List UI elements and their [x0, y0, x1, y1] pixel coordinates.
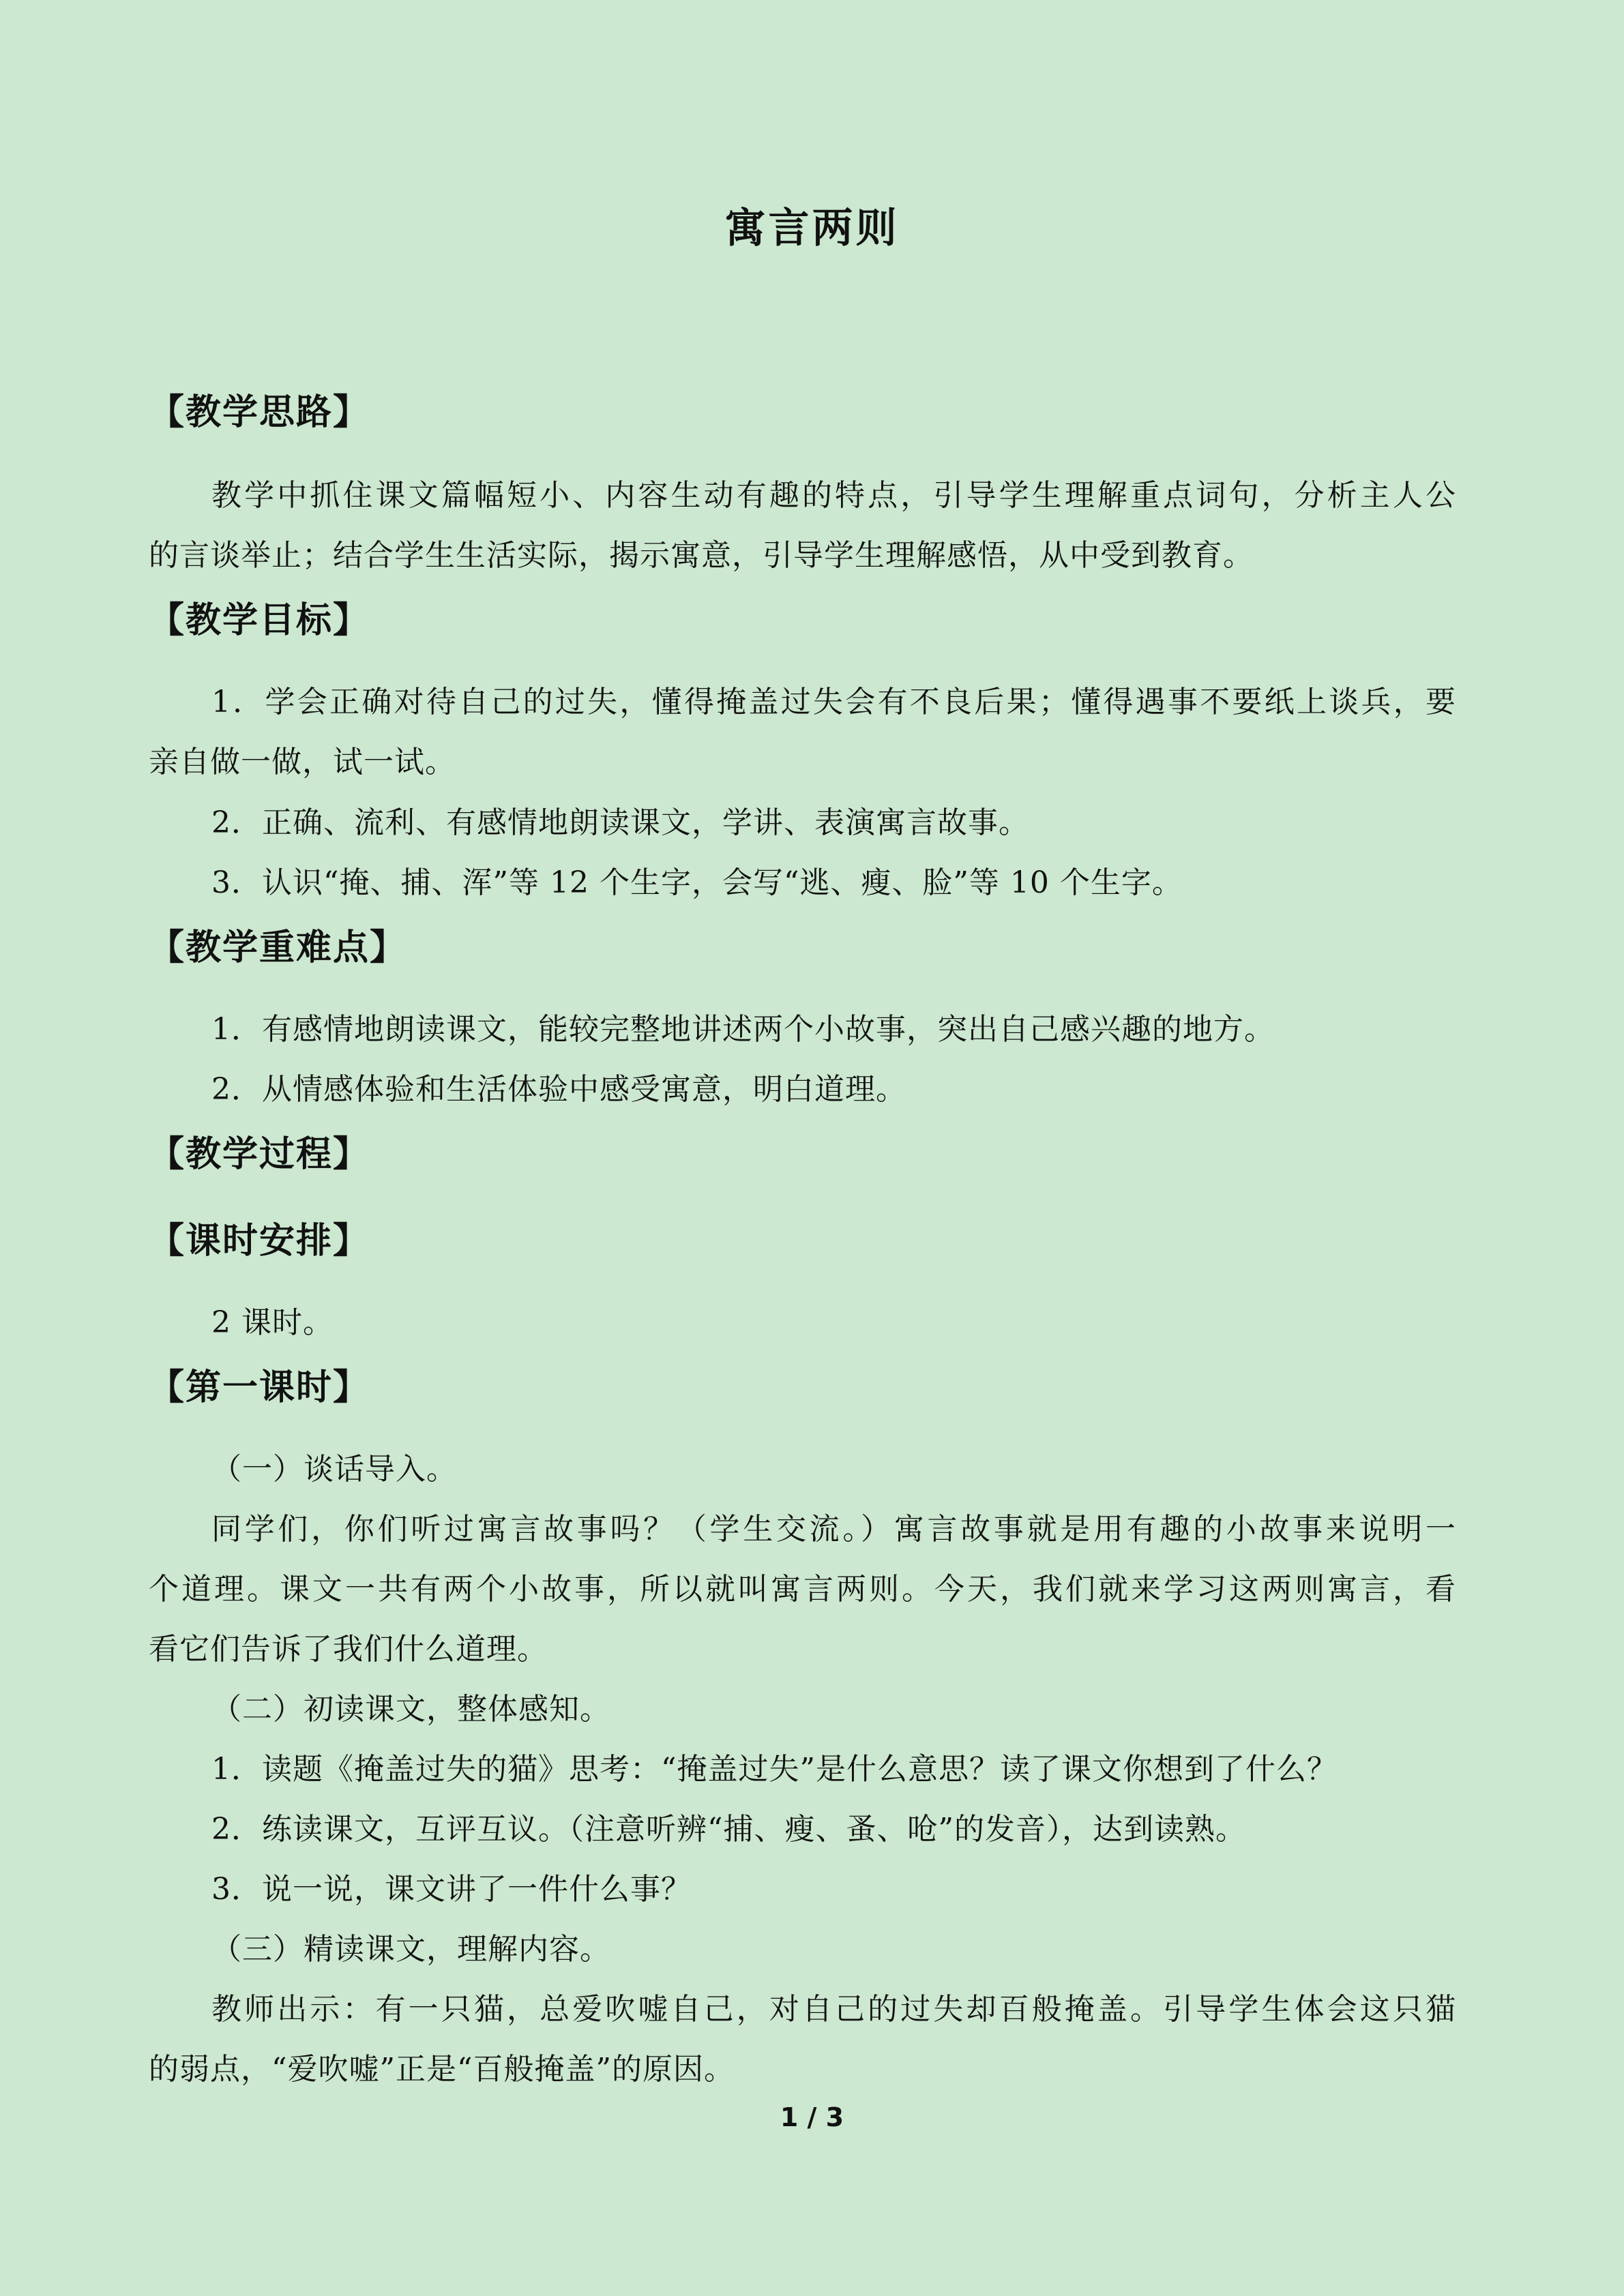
paragraph-line: 教师出示：有一只猫，总爱吹嘘自己，对自己的过失却百般掩盖。引导学生体会这只猫	[211, 1992, 1456, 2027]
paragraph-line: 看它们告诉了我们什么道理。	[149, 1632, 548, 1667]
document-title: 寓言两则	[724, 205, 900, 252]
paragraph-line: 个道理。课文一共有两个小故事，所以就叫寓言两则。今天，我们就来学习这两则寓言，看	[149, 1572, 1456, 1607]
key-point-2: 2．从情感体验和生活体验中感受寓意，明白道理。	[211, 1072, 906, 1107]
paragraph-line: 同学们，你们听过寓言故事吗？（学生交流。）寓言故事就是用有趣的小故事来说明一	[211, 1512, 1456, 1547]
heading-key-points: 【教学重难点】	[149, 927, 407, 968]
heading-first-lesson: 【第一课时】	[149, 1367, 370, 1408]
heading-teaching-process: 【教学过程】	[149, 1133, 370, 1175]
goal-item-2: 2．正确、流利、有感情地朗读课文，学讲、表演寓言故事。	[211, 805, 1029, 840]
paragraph-line: 的言谈举止；结合学生生活实际，揭示寓意，引导学生理解感悟，从中受到教育。	[149, 538, 1254, 573]
goal-item-1-cont: 亲自做一做，试一试。	[149, 745, 456, 779]
goal-item-1: 1．学会正确对待自己的过失，懂得掩盖过失会有不良后果；懂得遇事不要纸上谈兵，要	[211, 685, 1456, 719]
lesson-step-item-3: 3．说一说，课文讲了一件什么事？	[211, 1872, 692, 1907]
lesson-step-heading: （三）精读课文，理解内容。	[211, 1932, 610, 1967]
heading-teaching-goals: 【教学目标】	[149, 599, 370, 641]
key-point-1: 1．有感情地朗读课文，能较完整地讲述两个小故事，突出自己感兴趣的地方。	[211, 1012, 1275, 1047]
goal-item-3: 3．认识“掩、捕、浑”等 12 个生字，会写“逃、瘦、脸”等 10 个生字。	[211, 865, 1183, 900]
lesson-step-item-1: 1．读题《掩盖过失的猫》思考：“掩盖过失”是什么意思？读了课文你想到了什么？	[211, 1752, 1338, 1787]
heading-schedule: 【课时安排】	[149, 1220, 370, 1262]
paragraph-line: 的弱点，“爱吹嘘”正是“百般掩盖”的原因。	[149, 2052, 735, 2087]
lesson-step-item-2: 2．练读课文，互评互议。（注意听辨“捕、瘦、蚤、呛”的发音），达到读熟。	[211, 1812, 1246, 1847]
lesson-step-heading: （二）初读课文，整体感知。	[211, 1692, 610, 1727]
schedule-line: 2 课时。	[211, 1305, 334, 1340]
page-number: 1 / 3	[780, 2102, 844, 2132]
heading-teaching-approach: 【教学思路】	[149, 391, 370, 433]
lesson-step-heading: （一）谈话导入。	[211, 1452, 457, 1487]
paragraph-line: 教学中抓住课文篇幅短小、内容生动有趣的特点，引导学生理解重点词句，分析主人公	[211, 478, 1456, 513]
